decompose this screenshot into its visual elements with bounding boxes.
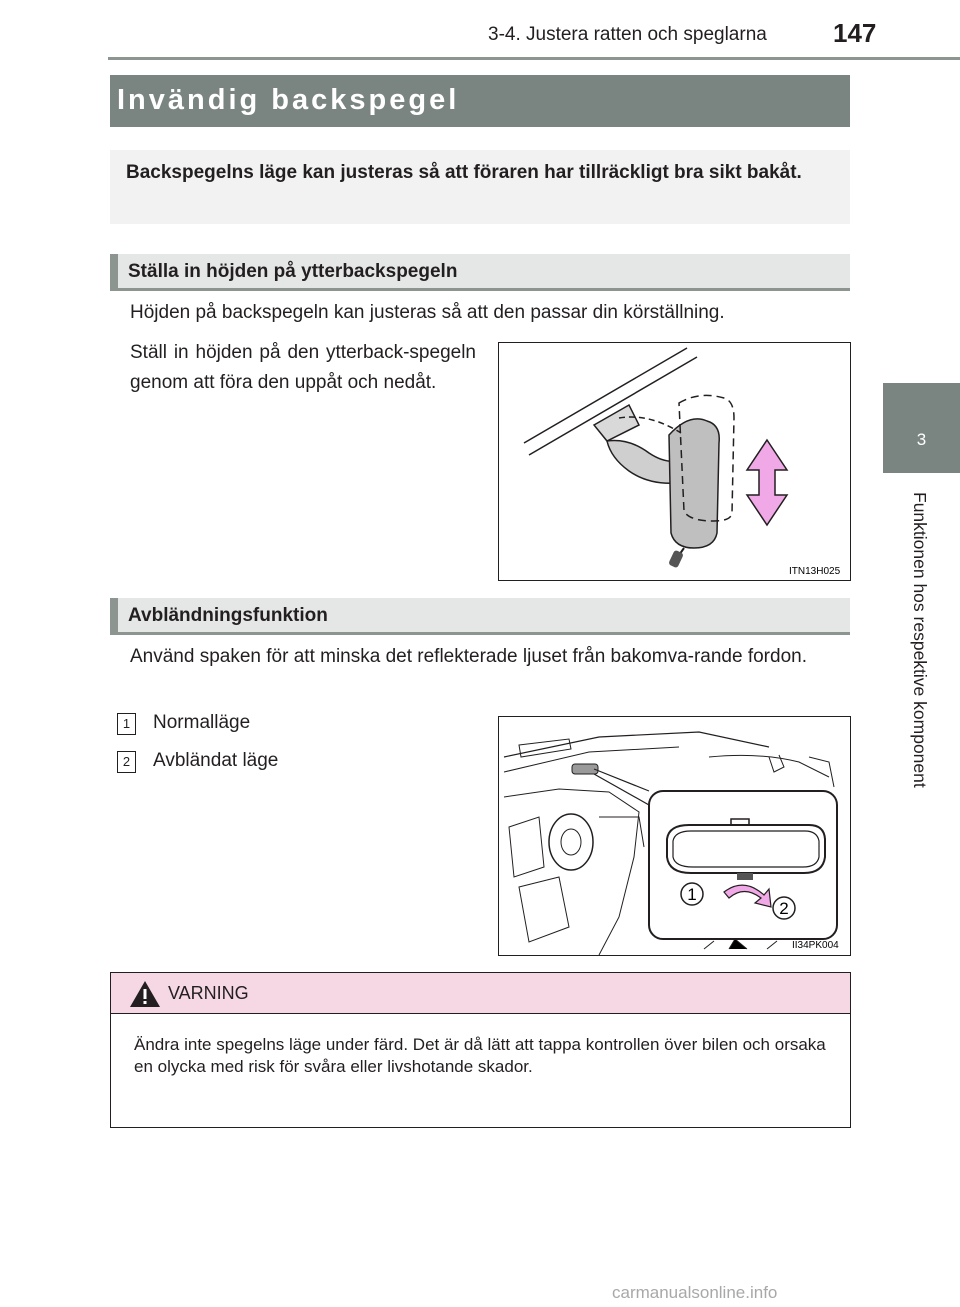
car-interior-illustration [499, 717, 850, 955]
mirror-height-illustration [499, 343, 850, 580]
warning-text: Ändra inte spegelns läge under färd. Det är då lätt att tappa kontrollen över bilen och orsaka en olycka med risk för svåra eller livshotande skador. [134, 1035, 826, 1076]
item-2-number: 2 [117, 751, 136, 773]
page-title: Invändig backspegel [117, 84, 460, 116]
header-rule [108, 57, 960, 60]
warning-triangle-icon [129, 980, 161, 1013]
chapter-title: Funktionen hos respektive komponent [910, 492, 930, 788]
section-height-para2: Ställ in höjden på den ytterback-spegeln genom att föra den uppåt och nedåt. [130, 342, 476, 393]
callout-1: 1 [687, 885, 697, 904]
chapter-tab [883, 383, 960, 473]
section-height-title: Ställa in höjden på ytterbackspegeln [128, 261, 458, 282]
figure-code-1: ITN13H025 [789, 566, 841, 577]
section-antiglare-title: Avbländningsfunktion [128, 605, 328, 626]
section-antiglare-para: Använd spaken för att minska det reflekterade ljuset från bakomva-rande fordon. [130, 646, 807, 667]
warning-label: VARNING [168, 983, 249, 1003]
section-height-para1: Höjden på backspegeln kan justeras så att den passar din körställning. [130, 302, 725, 323]
item-1-label: Normalläge [153, 712, 251, 733]
item-1-number: 1 [117, 713, 136, 735]
intro-text: Backspegelns läge kan justeras så att föraren har tillräckligt bra sikt bakåt. [126, 162, 802, 183]
callout-2: 2 [779, 899, 789, 918]
figure-code-2: II34PK004 [792, 940, 839, 951]
up-down-arrow-icon [747, 440, 787, 525]
chapter-number: 3 [916, 430, 927, 449]
page-number: 147 [833, 18, 877, 48]
header-section-title: 3-4. Justera ratten och speglarna [488, 24, 767, 45]
item-2-label: Avbländat läge [153, 750, 279, 771]
watermark: carmanualsonline.info [612, 1283, 778, 1302]
antiglare-figure [498, 716, 851, 956]
mirror-height-figure [498, 342, 851, 581]
